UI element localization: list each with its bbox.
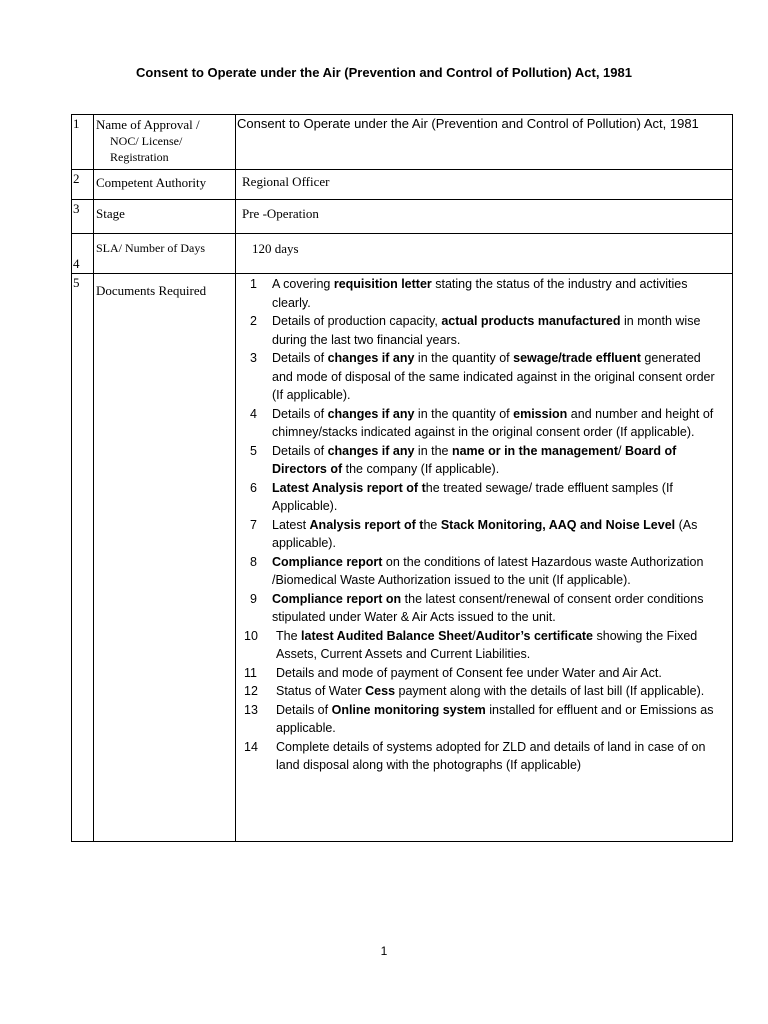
- list-item-number: 7: [250, 517, 257, 532]
- list-item-text: The: [276, 628, 302, 643]
- list-item-text: (As applicable).: [272, 517, 698, 550]
- table-row: [72, 200, 733, 234]
- bold-text: requisition letter: [333, 277, 432, 291]
- list-item: [236, 312, 732, 349]
- list-item-number: 9: [250, 591, 257, 606]
- bold-text: changes if any: [327, 406, 415, 421]
- bold-text: name or in the management: [451, 443, 618, 458]
- list-item-text: Details of: [272, 406, 328, 421]
- list-item-text: Details and mode of payment of Consent fee under Water and Air Act.: [276, 665, 662, 680]
- list-item-text: /: [617, 443, 625, 458]
- approval-table: [71, 114, 733, 842]
- list-item-text: Details of: [272, 351, 328, 365]
- bold-text: Online monitoring system: [331, 702, 486, 717]
- documents-cell: [236, 274, 733, 842]
- row-label: Stage: [94, 200, 236, 234]
- list-item-text: Details of production capacity,: [272, 314, 442, 328]
- list-item-number: 5: [250, 443, 257, 458]
- bold-text: emission: [513, 406, 568, 421]
- list-item-text: stating the status of the industry and activities clearly.: [272, 277, 688, 310]
- list-item-text: showing the Fixed Assets, Current Assets and Current Liabilities.: [276, 628, 698, 661]
- list-item-number: 8: [250, 554, 257, 569]
- list-item-text: the latest consent/renewal of consent order conditions stipulated under Water & Air Acts issued to the unit.: [272, 591, 704, 624]
- row-number: 4: [72, 234, 94, 274]
- bold-text: changes if any: [327, 351, 415, 365]
- row-value: Regional Officer: [236, 170, 733, 200]
- list-item-number: 2: [250, 314, 257, 328]
- list-item-number: 13: [244, 702, 258, 717]
- document-title: Consent to Operate under the Air (Prevention and Control of Pollution) Act, 1981: [136, 65, 632, 80]
- list-item: [236, 590, 732, 627]
- documents-list: [236, 275, 732, 775]
- list-item: [236, 738, 732, 775]
- list-item-text: in month wise during the last two financial years.: [272, 314, 701, 347]
- row-label: Competent Authority: [94, 170, 236, 200]
- list-item-number: 4: [250, 406, 257, 421]
- list-item-text: he: [423, 517, 441, 532]
- list-item: [236, 701, 732, 738]
- row-number: 5: [72, 274, 94, 842]
- list-item-text: in the quantity of: [414, 406, 514, 421]
- list-item: [236, 442, 732, 479]
- bold-text: latest Audited Balance Sheet: [301, 628, 473, 643]
- list-item-text: /: [472, 628, 476, 643]
- list-item-text: in the: [414, 443, 452, 458]
- label-line: NOC/ License/: [110, 134, 183, 148]
- row-value: 120 days: [236, 234, 733, 274]
- bold-text: Cess: [365, 684, 396, 698]
- list-item: [236, 627, 732, 664]
- list-item-text: installed for effluent and or Emissions as applicable.: [276, 702, 714, 735]
- list-item-number: 12: [244, 684, 258, 698]
- bold-text: actual products manufactured: [441, 314, 621, 328]
- list-item-text: on the conditions of latest Hazardous waste Authorization /Biomedical Waste Authorization issued to the unit (If applicable).: [272, 554, 704, 587]
- list-item-text: Complete details of systems adopted for ZLD and details of land in case of on land disposal along with the photographs (If applicable): [276, 739, 706, 772]
- list-item: [236, 516, 732, 553]
- row-value: Consent to Operate under the Air (Prevention and Control of Pollution) Act, 1981: [236, 115, 733, 170]
- bold-text: sewage/trade effluent: [513, 351, 641, 365]
- list-item-text: and number and height of chimney/stacks indicated against in the original consent order (If applicable).: [272, 406, 714, 439]
- list-item: [236, 275, 732, 312]
- list-item-number: 11: [244, 665, 257, 680]
- list-item: [236, 405, 732, 442]
- table-row: [72, 115, 733, 170]
- list-item-text: Status of Water: [276, 684, 366, 698]
- table-row: [72, 274, 733, 842]
- table-row: [72, 234, 733, 274]
- list-item-number: 14: [244, 739, 258, 754]
- bold-text: changes if any: [327, 443, 415, 458]
- list-item: [236, 682, 732, 701]
- list-item-text: payment along with the details of last bill (If applicable).: [395, 684, 705, 698]
- bold-text: Latest Analysis report of t: [272, 480, 426, 495]
- list-item: [236, 664, 732, 683]
- list-item-number: 1: [250, 277, 257, 291]
- list-item: [236, 553, 732, 590]
- bold-text: Board of Directors of: [272, 443, 677, 476]
- row-label: [94, 115, 236, 170]
- list-item-text: Latest: [272, 517, 310, 532]
- table-row: [72, 170, 733, 200]
- row-label: Documents Required: [94, 274, 236, 842]
- list-item-number: 10: [244, 628, 258, 643]
- page-number: 1: [380, 944, 388, 958]
- list-item-text: Details of: [272, 443, 328, 458]
- list-item-text: generated and mode of disposal of the same indicated against in the original consent order (If applicable).: [272, 351, 715, 402]
- list-item: [236, 349, 732, 405]
- row-number: 3: [72, 200, 94, 234]
- row-value: Pre -Operation: [236, 200, 733, 234]
- list-item-text: in the quantity of: [414, 351, 514, 365]
- label-line: Registration: [110, 150, 169, 164]
- row-number: 2: [72, 170, 94, 200]
- bold-text: Compliance report: [272, 554, 383, 569]
- list-item-number: 3: [250, 351, 257, 365]
- label-line: Name of Approval /: [96, 117, 200, 132]
- row-number: 1: [72, 115, 94, 170]
- list-item-text: Details of: [276, 702, 332, 717]
- bold-text: Stack Monitoring, AAQ and Noise Level: [440, 517, 676, 532]
- list-item-text: he treated sewage/ trade effluent samples (If Applicable).: [272, 480, 673, 513]
- list-item-text: A covering: [272, 277, 334, 291]
- bold-text: Analysis report of t: [309, 517, 424, 532]
- bold-text: Compliance report on: [272, 591, 402, 606]
- row-label: SLA/ Number of Days: [94, 234, 236, 274]
- bold-text: Auditor’s certificate: [475, 628, 594, 643]
- list-item-text: the company (If applicable).: [342, 462, 500, 476]
- list-item-number: 6: [250, 480, 257, 495]
- list-item: [236, 479, 732, 516]
